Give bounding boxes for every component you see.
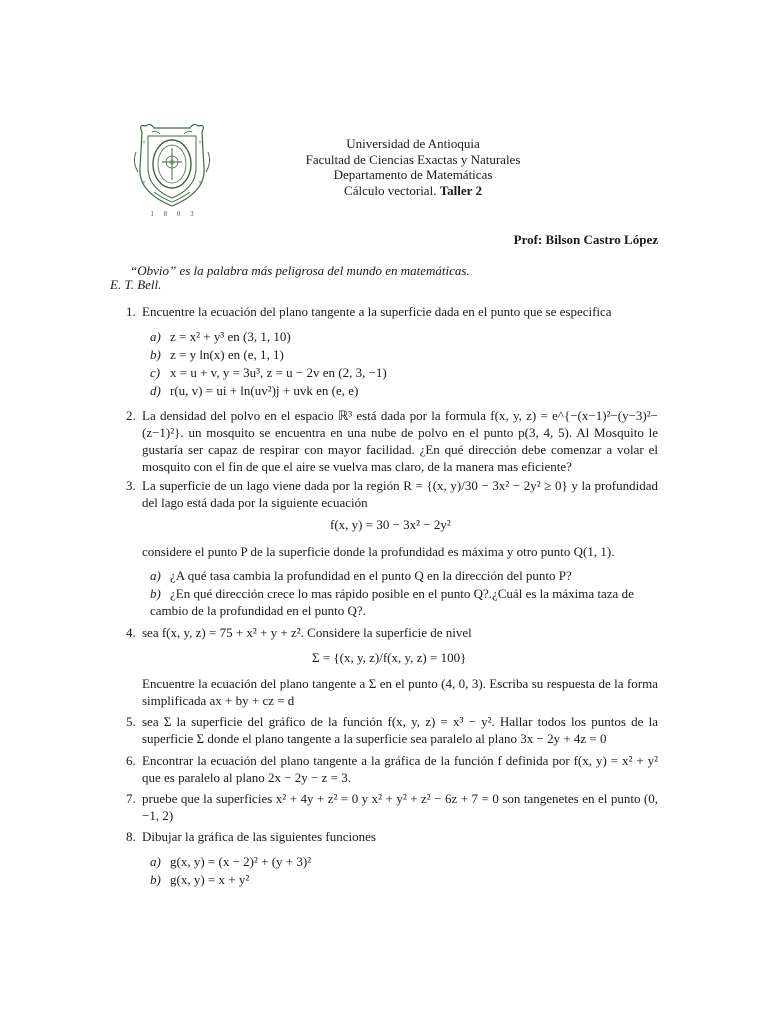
problem-text: Encontrar la ecuación del plano tangente a la gráfica de la función f definida por f(x, y) = x² + y² que es paralelo al plano 2x − 2y − z = 3. — [142, 753, 658, 785]
problem-3-equation: f(x, y) = 30 − 3x² − 2y² — [330, 517, 451, 532]
item-text: z = y ln(x) en (e, 1, 1) — [170, 347, 284, 362]
item-text: r(u, v) = ui + ln(uv²)j + uvk en (e, e) — [170, 383, 359, 398]
problem-8b — [150, 871, 249, 888]
problem-text: La superficie de un lago viene dada por la región R = {(x, y)/30 − 3x² − 2y² ≥ 0} y la profundidad del lago está dada por la siguiente ecuación — [142, 478, 658, 510]
problem-number: 7. — [126, 791, 136, 806]
problem-text: considere el punto P de la superficie donde la profundidad es máxima y otro punto Q(1, 1). — [142, 544, 615, 559]
item-text: z = x² + y³ en (3, 1, 10) — [170, 329, 291, 344]
problem-2 — [126, 407, 658, 475]
problem-number: 1. — [126, 304, 136, 319]
item-label: a) — [150, 854, 161, 869]
problem-3 — [126, 477, 658, 511]
university-seal-logo — [132, 122, 212, 210]
item-text: ¿A qué tasa cambia la profundidad en el punto Q en la dirección del punto P? — [170, 568, 572, 583]
item-label: a) — [150, 568, 161, 583]
item-text: g(x, y) = (x − 2)² + (y + 3)² — [170, 854, 312, 869]
item-text: ¿En qué dirección crece lo mas rápido posible en el punto Q?.¿Cuál es la máxima taza de cambio de la profundidad en el punto Q?. — [150, 586, 634, 618]
problem-3a — [150, 567, 572, 584]
item-label: a) — [150, 329, 161, 344]
header-course — [240, 183, 586, 199]
problem-1 — [126, 303, 658, 320]
problem-1d — [150, 382, 358, 399]
header-faculty: Facultad de Ciencias Exactas y Naturales — [305, 151, 521, 167]
seal-year: 1 8 0 3 — [150, 210, 198, 218]
item-text: x = u + v, y = 3u³, z = u − 2v en (2, 3, −1) — [170, 365, 387, 380]
item-text: g(x, y) = x + y² — [170, 872, 250, 887]
problem-8a — [150, 853, 311, 870]
problem-text: Encuentre la ecuación del plano tangente a la superficie dada en el punto que se especifica — [142, 304, 612, 319]
item-label: c) — [150, 365, 161, 380]
problem-7 — [126, 790, 658, 824]
problem-number: 5. — [126, 714, 136, 729]
header-university: Universidad de Antioquia — [346, 136, 480, 151]
problem-number: 2. — [126, 408, 136, 423]
problem-4-equation: Σ = {(x, y, z)/f(x, y, z) = 100} — [312, 650, 467, 665]
problem-number: 6. — [126, 753, 136, 768]
problem-1a — [150, 328, 291, 345]
item-label: b) — [150, 347, 161, 362]
professor-name: Prof: Bilson Castro López — [513, 232, 658, 247]
problem-3-statement — [126, 543, 658, 560]
problem-4 — [126, 624, 658, 641]
problem-8 — [126, 828, 658, 845]
problem-text: pruebe que la superficies x² + 4y + z² = 0 y x² + y² + z² − 6z + 7 = 0 son tangenetes en el punto (0, −1, 2) — [142, 791, 658, 823]
header-course-taller: Taller 2 — [439, 182, 482, 198]
header-course-name: Cálculo vectorial. — [344, 182, 440, 198]
problem-text: sea f(x, y, z) = 75 + x² + y + z². Considere la superficie de nivel — [142, 625, 472, 640]
problem-number: 3. — [126, 478, 136, 493]
problem-1b — [150, 346, 284, 363]
problem-6 — [126, 752, 658, 786]
problem-3b — [150, 585, 658, 619]
item-label: b) — [150, 586, 161, 601]
problem-5 — [126, 713, 658, 747]
item-label: b) — [150, 872, 161, 887]
problem-4-statement — [126, 675, 658, 709]
problem-text: sea Σ la superficie del gráfico de la función f(x, y, z) = x³ − y². Hallar todos los puntos de la superficie Σ donde el plano tangente a la superficie sea paralelo al plano 3x − 2y + 4z = 0 — [142, 714, 658, 746]
problem-text: Encuentre la ecuación del plano tangente a Σ en el punto (4, 0, 3). Escriba su respuesta de la forma simplificada ax + by + cz = d — [142, 676, 658, 708]
header-department: Departamento de Matemáticas — [333, 167, 493, 182]
document-header — [240, 136, 586, 198]
problem-text: La densidad del polvo en el espacio ℝ³ está dada por la formula f(x, y, z) = e^{−(x−1)²−(y−3)²−(z−1)²}. un mosquito se encuentra en una nube de polvo en el punto p(3, 4, 5). Al Mosquito le gustaría ser capaz de respirar con mayor facilidad. ¿En qué dirección debe comenzar a volar el mosquito con el fin de que el aire se vuelva mas claro, de la manera mas eficiente? — [142, 408, 658, 474]
item-label: d) — [150, 383, 161, 398]
problem-text: Dibujar la gráfica de las siguientes funciones — [142, 829, 376, 844]
epigraph-author: E. T. Bell. — [110, 277, 162, 292]
problem-number: 8. — [126, 829, 136, 844]
epigraph-quote: “Obvio” es la palabra más peligrosa del mundo en matemáticas. — [130, 263, 470, 278]
problem-1c — [150, 364, 387, 381]
problem-number: 4. — [126, 625, 136, 640]
